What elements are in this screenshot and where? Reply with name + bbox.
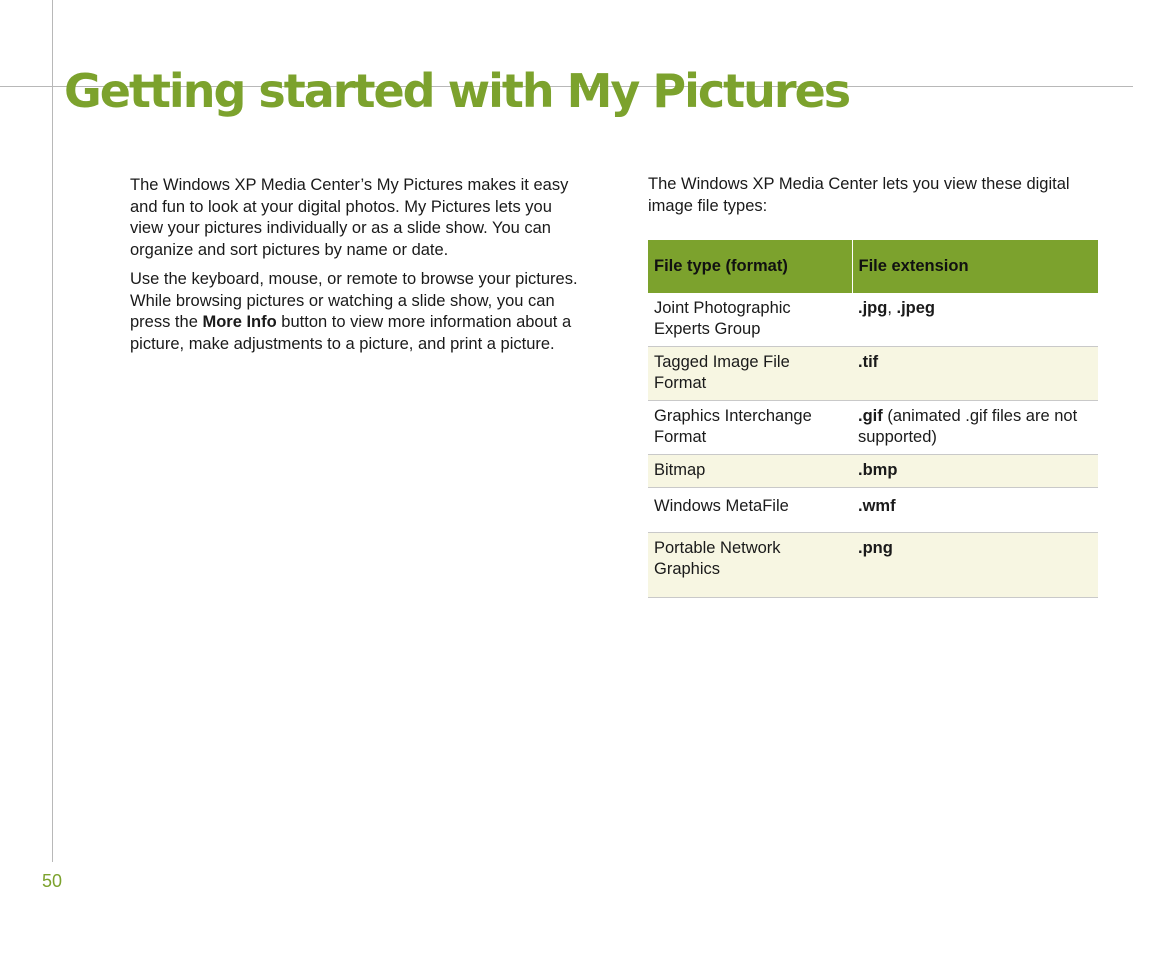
file-types-column xyxy=(648,174,1098,598)
extension-value: .jpg xyxy=(858,299,888,317)
page-title: Getting started with My Pictures xyxy=(64,64,850,118)
more-info-term: More Info xyxy=(202,313,277,331)
file-type-cell: Joint Photographic Experts Group xyxy=(648,293,852,347)
extension-value: .bmp xyxy=(858,461,898,479)
file-extension-cell xyxy=(852,488,1098,533)
file-extension-cell xyxy=(852,347,1098,401)
table-row xyxy=(648,401,1098,455)
table-row xyxy=(648,347,1098,401)
file-type-cell: Tagged Image File Format xyxy=(648,347,852,401)
file-extension-cell xyxy=(852,293,1098,347)
file-type-cell: Windows MetaFile xyxy=(648,488,852,533)
file-extension-cell xyxy=(852,401,1098,455)
file-extension-cell xyxy=(852,533,1098,598)
extension-note: (animated .gif files are not supported) xyxy=(858,407,1078,446)
table-row xyxy=(648,293,1098,347)
intro-paragraph-1: The Windows XP Media Center’s My Pictures makes it easy and fun to look at your digital photos. My Pictures lets you view your pictures individually or as a slide show. You can organize and sort pictures by name or date. xyxy=(130,176,569,259)
paragraph-2-text-start: Use the keyboard, mouse, or remote to browse your pictures. While browsing pictures or watching a slide show, you can press the xyxy=(130,270,578,331)
extension-value: .wmf xyxy=(858,497,896,515)
file-extension-cell xyxy=(852,455,1098,488)
extension-separator: , xyxy=(887,299,897,317)
file-type-cell: Portable Network Graphics xyxy=(648,533,852,598)
table-row xyxy=(648,533,1098,598)
file-type-cell: Graphics Interchange Format xyxy=(648,401,852,455)
extension-value: .tif xyxy=(858,353,879,371)
extension-value-alt: .jpeg xyxy=(896,299,936,317)
intro-column xyxy=(130,175,580,363)
file-types-intro: The Windows XP Media Center lets you view these digital image file types: xyxy=(648,175,1070,215)
header-file-extension: File extension xyxy=(852,240,1098,293)
page-number: 50 xyxy=(42,871,63,891)
header-file-type: File type (format) xyxy=(648,240,852,293)
file-types-table xyxy=(648,240,1098,598)
table-row xyxy=(648,488,1098,533)
paragraph-2-text-end: button to view more information about a picture, make adjustments to a picture, and print a picture. xyxy=(130,313,572,353)
intro-paragraph-2 xyxy=(130,269,580,355)
table-header-row xyxy=(648,240,1098,293)
extension-value: .png xyxy=(858,539,893,557)
extension-value: .gif xyxy=(858,407,883,425)
margin-vertical-rule xyxy=(52,0,53,862)
table-row xyxy=(648,455,1098,488)
file-type-cell: Bitmap xyxy=(648,455,852,488)
